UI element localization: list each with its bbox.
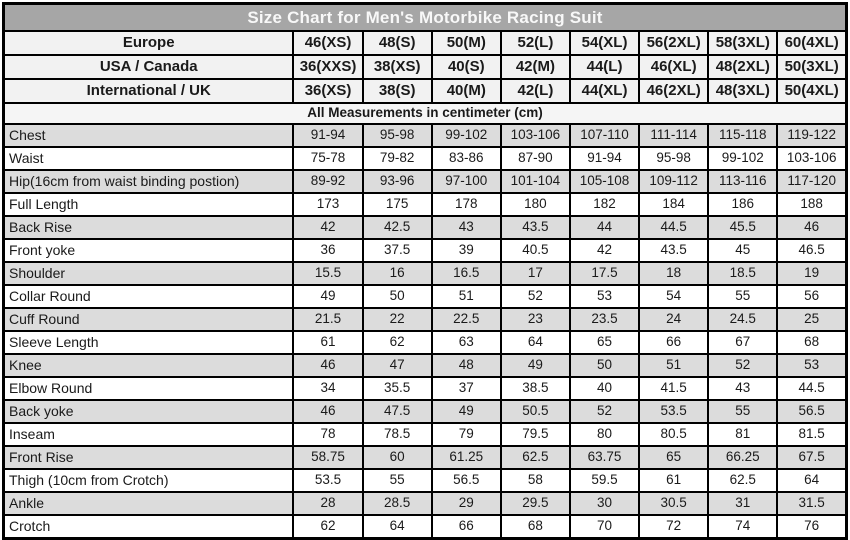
table-row: [4, 469, 847, 492]
measurement-cell: 61: [293, 331, 362, 354]
measurement-cell: 43: [432, 216, 501, 239]
measurement-cell: 55: [708, 285, 777, 308]
measurement-cell: 64: [363, 515, 432, 539]
measurement-label: Full Length: [4, 193, 294, 216]
measurement-cell: 173: [293, 193, 362, 216]
measurement-cell: 51: [639, 354, 708, 377]
size-cell: 46(XL): [639, 55, 708, 79]
measurement-cell: 99-102: [708, 147, 777, 170]
measurement-label: Hip(16cm from waist binding postion): [4, 170, 294, 193]
measurement-cell: 44.5: [639, 216, 708, 239]
measurement-cell: 78: [293, 423, 362, 446]
measurement-cell: 36: [293, 239, 362, 262]
measurement-cell: 45: [708, 239, 777, 262]
measurement-cell: 175: [363, 193, 432, 216]
measurement-cell: 178: [432, 193, 501, 216]
measurement-cell: 52: [708, 354, 777, 377]
measurement-cell: 109-112: [639, 170, 708, 193]
measurement-cell: 62.5: [708, 469, 777, 492]
measurement-cell: 46: [777, 216, 846, 239]
size-cell: 36(XS): [293, 79, 362, 103]
size-cell: 36(XXS): [293, 55, 362, 79]
measurement-cell: 43.5: [501, 216, 570, 239]
table-row: [4, 400, 847, 423]
measurement-cell: 79: [432, 423, 501, 446]
measurement-cell: 107-110: [570, 124, 639, 147]
measurement-cell: 40.5: [501, 239, 570, 262]
measurement-label: Sleeve Length: [4, 331, 294, 354]
measurement-cell: 103-106: [501, 124, 570, 147]
measurement-cell: 45.5: [708, 216, 777, 239]
measurement-cell: 30: [570, 492, 639, 515]
measurement-cell: 67: [708, 331, 777, 354]
measurement-cell: 113-116: [708, 170, 777, 193]
measurement-cell: 18.5: [708, 262, 777, 285]
measurement-cell: 119-122: [777, 124, 846, 147]
size-cell: 48(2XL): [708, 55, 777, 79]
measurement-cell: 80.5: [639, 423, 708, 446]
size-cell: 44(L): [570, 55, 639, 79]
size-cell: 46(2XL): [639, 79, 708, 103]
size-cell: 50(3XL): [777, 55, 846, 79]
measurement-cell: 101-104: [501, 170, 570, 193]
size-cell: 50(M): [432, 31, 501, 55]
measurement-cell: 72: [639, 515, 708, 539]
size-cell: 38(S): [363, 79, 432, 103]
table-row: [4, 377, 847, 400]
measurement-cell: 99-102: [432, 124, 501, 147]
measurement-label: Front yoke: [4, 239, 294, 262]
measurement-cell: 63.75: [570, 446, 639, 469]
measurement-cell: 62: [363, 331, 432, 354]
measurement-cell: 23: [501, 308, 570, 331]
measurement-cell: 42: [293, 216, 362, 239]
size-system-row: [4, 55, 847, 79]
size-cell: 56(2XL): [639, 31, 708, 55]
measurement-cell: 54: [639, 285, 708, 308]
measurement-label: Back Rise: [4, 216, 294, 239]
size-cell: 54(XL): [570, 31, 639, 55]
measurement-cell: 95-98: [363, 124, 432, 147]
measurement-cell: 188: [777, 193, 846, 216]
table-row: [4, 423, 847, 446]
size-cell: 50(4XL): [777, 79, 846, 103]
measurement-cell: 78.5: [363, 423, 432, 446]
measurement-cell: 18: [639, 262, 708, 285]
measurement-cell: 50: [570, 354, 639, 377]
size-system-rows: [4, 31, 847, 103]
measurement-cell: 186: [708, 193, 777, 216]
measurement-cell: 16.5: [432, 262, 501, 285]
measurement-rows: [4, 124, 847, 539]
measurement-cell: 58: [501, 469, 570, 492]
table-row: [4, 285, 847, 308]
table-row: [4, 193, 847, 216]
table-row: [4, 308, 847, 331]
measurement-cell: 56: [777, 285, 846, 308]
measurement-cell: 60: [363, 446, 432, 469]
unit-note-row: [4, 103, 847, 124]
measurement-cell: 70: [570, 515, 639, 539]
measurement-cell: 35.5: [363, 377, 432, 400]
measurement-cell: 97-100: [432, 170, 501, 193]
measurement-cell: 67.5: [777, 446, 846, 469]
size-cell: 60(4XL): [777, 31, 846, 55]
measurement-cell: 64: [777, 469, 846, 492]
measurement-cell: 55: [363, 469, 432, 492]
size-cell: 48(3XL): [708, 79, 777, 103]
measurement-cell: 61.25: [432, 446, 501, 469]
measurement-cell: 16: [363, 262, 432, 285]
table-row: [4, 124, 847, 147]
measurement-cell: 42.5: [363, 216, 432, 239]
measurement-cell: 49: [293, 285, 362, 308]
size-chart-table: [2, 2, 848, 540]
measurement-cell: 93-96: [363, 170, 432, 193]
measurement-cell: 24.5: [708, 308, 777, 331]
measurement-cell: 52: [570, 400, 639, 423]
measurement-cell: 53: [570, 285, 639, 308]
table-row: [4, 239, 847, 262]
measurement-cell: 39: [432, 239, 501, 262]
measurement-cell: 23.5: [570, 308, 639, 331]
size-cell: 40(S): [432, 55, 501, 79]
measurement-cell: 89-92: [293, 170, 362, 193]
measurement-label: Inseam: [4, 423, 294, 446]
table-row: [4, 331, 847, 354]
measurement-cell: 22: [363, 308, 432, 331]
table-row: [4, 446, 847, 469]
measurement-cell: 79-82: [363, 147, 432, 170]
measurement-cell: 37: [432, 377, 501, 400]
measurement-cell: 83-86: [432, 147, 501, 170]
measurement-cell: 64: [501, 331, 570, 354]
measurement-cell: 184: [639, 193, 708, 216]
measurement-cell: 19: [777, 262, 846, 285]
measurement-cell: 105-108: [570, 170, 639, 193]
measurement-cell: 55: [708, 400, 777, 423]
measurement-cell: 91-94: [293, 124, 362, 147]
size-cell: 38(XS): [363, 55, 432, 79]
measurement-cell: 65: [570, 331, 639, 354]
size-cell: 42(L): [501, 79, 570, 103]
measurement-cell: 49: [501, 354, 570, 377]
size-cell: 44(XL): [570, 79, 639, 103]
chart-title: Size Chart for Men's Motorbike Racing Suit: [4, 4, 847, 32]
measurement-cell: 68: [501, 515, 570, 539]
measurement-cell: 49: [432, 400, 501, 423]
measurement-cell: 66.25: [708, 446, 777, 469]
measurement-cell: 44.5: [777, 377, 846, 400]
measurement-cell: 74: [708, 515, 777, 539]
measurement-cell: 40: [570, 377, 639, 400]
measurement-cell: 47: [363, 354, 432, 377]
measurement-cell: 43.5: [639, 239, 708, 262]
size-cell: 46(XS): [293, 31, 362, 55]
measurement-cell: 17.5: [570, 262, 639, 285]
measurement-cell: 48: [432, 354, 501, 377]
table-row: [4, 492, 847, 515]
table-row: [4, 354, 847, 377]
size-cell: 52(L): [501, 31, 570, 55]
measurement-label: Shoulder: [4, 262, 294, 285]
measurement-cell: 17: [501, 262, 570, 285]
size-cell: 48(S): [363, 31, 432, 55]
measurement-cell: 22.5: [432, 308, 501, 331]
table-row: [4, 262, 847, 285]
size-system-row: [4, 31, 847, 55]
measurement-cell: 68: [777, 331, 846, 354]
measurement-cell: 50: [363, 285, 432, 308]
size-system-label: International / UK: [4, 79, 294, 103]
measurement-cell: 34: [293, 377, 362, 400]
measurement-cell: 24: [639, 308, 708, 331]
measurement-cell: 111-114: [639, 124, 708, 147]
size-cell: 40(M): [432, 79, 501, 103]
size-cell: 42(M): [501, 55, 570, 79]
measurement-cell: 81.5: [777, 423, 846, 446]
measurement-label: Waist: [4, 147, 294, 170]
measurement-cell: 30.5: [639, 492, 708, 515]
measurement-cell: 53.5: [293, 469, 362, 492]
measurement-cell: 66: [432, 515, 501, 539]
measurement-cell: 31.5: [777, 492, 846, 515]
measurement-cell: 46: [293, 400, 362, 423]
measurement-cell: 37.5: [363, 239, 432, 262]
measurement-cell: 28.5: [363, 492, 432, 515]
measurement-cell: 52: [501, 285, 570, 308]
measurement-cell: 56.5: [432, 469, 501, 492]
measurement-cell: 15.5: [293, 262, 362, 285]
measurement-cell: 46: [293, 354, 362, 377]
measurement-cell: 46.5: [777, 239, 846, 262]
measurement-label: Chest: [4, 124, 294, 147]
measurement-cell: 65: [639, 446, 708, 469]
table-row: [4, 170, 847, 193]
measurement-cell: 58.75: [293, 446, 362, 469]
measurement-label: Thigh (10cm from Crotch): [4, 469, 294, 492]
measurement-cell: 41.5: [639, 377, 708, 400]
measurement-cell: 66: [639, 331, 708, 354]
measurement-cell: 103-106: [777, 147, 846, 170]
size-system-label: Europe: [4, 31, 294, 55]
measurement-cell: 47.5: [363, 400, 432, 423]
measurement-cell: 80: [570, 423, 639, 446]
measurement-cell: 62: [293, 515, 362, 539]
size-system-label: USA / Canada: [4, 55, 294, 79]
measurement-cell: 44: [570, 216, 639, 239]
size-cell: 58(3XL): [708, 31, 777, 55]
measurement-cell: 115-118: [708, 124, 777, 147]
measurement-cell: 87-90: [501, 147, 570, 170]
measurement-label: Back yoke: [4, 400, 294, 423]
measurement-label: Ankle: [4, 492, 294, 515]
measurement-cell: 53: [777, 354, 846, 377]
measurement-cell: 31: [708, 492, 777, 515]
measurement-cell: 38.5: [501, 377, 570, 400]
measurement-cell: 75-78: [293, 147, 362, 170]
measurement-cell: 76: [777, 515, 846, 539]
measurement-label: Cuff Round: [4, 308, 294, 331]
table-row: [4, 147, 847, 170]
measurement-label: Elbow Round: [4, 377, 294, 400]
measurement-cell: 61: [639, 469, 708, 492]
measurement-cell: 25: [777, 308, 846, 331]
measurement-label: Front Rise: [4, 446, 294, 469]
table-row: [4, 515, 847, 539]
measurement-cell: 51: [432, 285, 501, 308]
unit-note: All Measurements in centimeter (cm): [4, 103, 847, 124]
measurement-cell: 182: [570, 193, 639, 216]
measurement-cell: 180: [501, 193, 570, 216]
measurement-cell: 81: [708, 423, 777, 446]
title-row: [4, 4, 847, 32]
measurement-cell: 50.5: [501, 400, 570, 423]
measurement-cell: 53.5: [639, 400, 708, 423]
measurement-cell: 117-120: [777, 170, 846, 193]
measurement-cell: 56.5: [777, 400, 846, 423]
measurement-cell: 63: [432, 331, 501, 354]
measurement-cell: 28: [293, 492, 362, 515]
measurement-label: Collar Round: [4, 285, 294, 308]
measurement-cell: 42: [570, 239, 639, 262]
measurement-label: Crotch: [4, 515, 294, 539]
measurement-cell: 79.5: [501, 423, 570, 446]
measurement-cell: 91-94: [570, 147, 639, 170]
size-system-row: [4, 79, 847, 103]
table-row: [4, 216, 847, 239]
measurement-cell: 29: [432, 492, 501, 515]
measurement-cell: 95-98: [639, 147, 708, 170]
measurement-label: Knee: [4, 354, 294, 377]
measurement-cell: 29.5: [501, 492, 570, 515]
measurement-cell: 59.5: [570, 469, 639, 492]
measurement-cell: 43: [708, 377, 777, 400]
measurement-cell: 62.5: [501, 446, 570, 469]
measurement-cell: 21.5: [293, 308, 362, 331]
